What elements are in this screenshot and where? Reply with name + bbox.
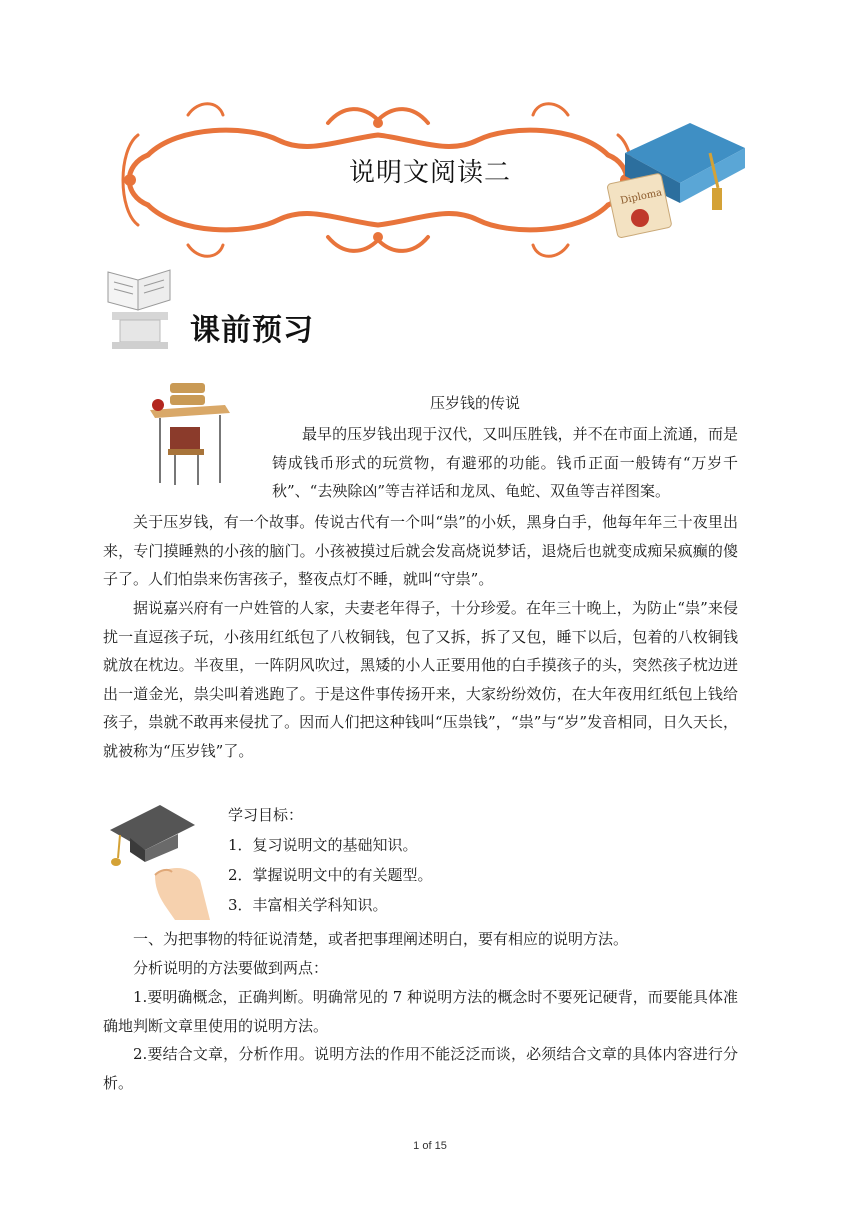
- story-paragraph-2: 据说嘉兴府有一户姓管的人家，夫妻老年得子，十分珍爱。在年三十晚上，为防止“祟”来侵扰一直逗孩子玩，小孩用红纸包了八枚铜钱，包了又拆，拆了又包，睡下以后，包着的八枚铜钱就放在枕边。半夜里，一阵阴风吹过，黑矮的小人正要用他的白手摸孩子的头，突然孩子枕边迸出一道金光，祟尖叫着逃跑了。于是这件事传扬开来，大家纷纷效仿，在大年夜用红纸包上钱给孩子，祟就不敢再来侵扰了。因而人们把这种钱叫“压祟钱”，“祟”与“岁”发音相同，日久天长，就被称为“压岁钱”了。: [103, 599, 738, 760]
- goal-item: 3．丰富相关学科知识。: [228, 896, 388, 914]
- book-pedestal-icon: [100, 262, 180, 352]
- learning-goals: [228, 800, 433, 920]
- goals-heading: 学习目标：: [228, 806, 304, 824]
- section-heading: 课前预习: [190, 313, 314, 348]
- story-paragraph-1: 关于压岁钱，有一个故事。传说古代有一个叫“祟”的小妖，黑身白手，他每年年三十夜里出来，专门摸睡熟的小孩的脑门。小孩被摸过后就会发高烧说梦话，退烧后也就变成痴呆疯癫的傻子了。人们怕祟来伤害孩子，整夜点灯不睡，就叫“守祟”。: [103, 513, 738, 589]
- page-number: 1 of 15: [413, 1140, 447, 1152]
- graduation-cap-diploma-icon: [600, 108, 750, 258]
- page-title: 说明文阅读二: [348, 158, 511, 188]
- diploma-label: Diploma: [619, 187, 664, 207]
- method-point-1: 1.要明确概念，正确判断。明确常见的 7 种说明方法的概念时不要死记硬背，而要能具体准确地判断文章里使用的说明方法。: [103, 988, 738, 1035]
- method-subheading: 分析说明的方法要做到两点：: [133, 959, 329, 977]
- hand-graduation-cap-icon: [100, 800, 225, 925]
- method-point-2: 2.要结合文章，分析作用。说明方法的作用不能泛泛而谈，必须结合文章的具体内容进行分析。: [103, 1045, 738, 1092]
- goal-item: 1．复习说明文的基础知识。: [228, 836, 418, 854]
- story-title: 压岁钱的传说: [430, 394, 521, 412]
- story-intro: 最早的压岁钱出现于汉代，又叫压胜钱，并不在市面上流通，而是铸成钱币形式的玩赏物，有避邪的功能。钱币正面一般铸有“万岁千秋”、“去殃除凶”等吉祥话和龙凤、龟蛇、双鱼等吉祥图案。: [272, 425, 738, 501]
- school-desk-image: [130, 375, 260, 490]
- method-intro: 一、为把事物的特征说清楚，或者把事理阐述明白，要有相应的说明方法。: [133, 930, 629, 948]
- goal-item: 2．掌握说明文中的有关题型。: [228, 866, 433, 884]
